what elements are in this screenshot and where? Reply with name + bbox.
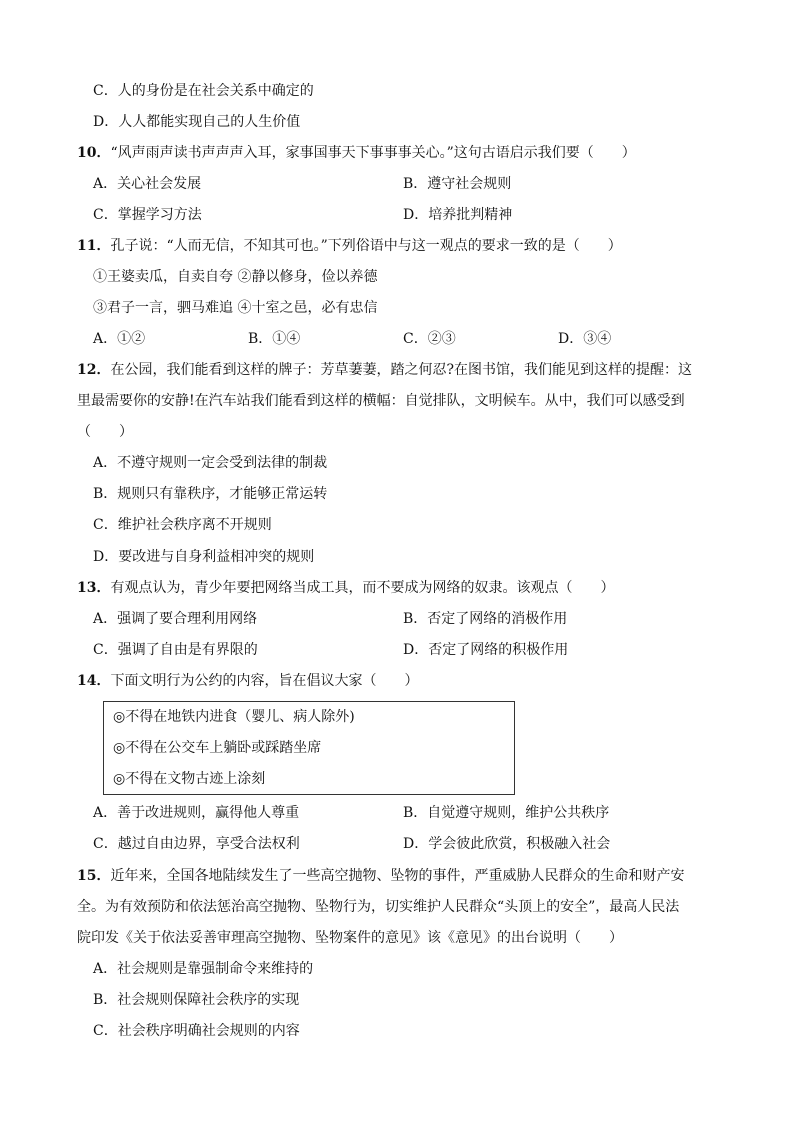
q11-items-line-2: ③君子一言，驷马难追 ④十室之邑，必有忠信 xyxy=(93,300,378,316)
q15-option-c: C．社会秩序明确社会规则的内容 xyxy=(93,1023,300,1039)
q12-stem-line-3: （ ） xyxy=(77,424,133,440)
q14-stem-text: 下面文明行为公约的内容，旨在倡议大家（ ） xyxy=(110,673,419,689)
q11-option-b: B．①④ xyxy=(248,331,301,347)
q14-option-c: C．越过自由边界，享受合法权利 xyxy=(93,836,300,852)
q13-option-b: B．否定了网络的消极作用 xyxy=(403,611,568,627)
q12-option-a: A．不遵守规则一定会受到法律的制裁 xyxy=(93,455,328,471)
q15-stem-line-3: 院印发《关于依法妥善审理高空抛物、坠物案件的意见》该《意见》的出台说明（ ） xyxy=(77,930,623,946)
q14-option-b: B．自觉遵守规则，维护公共秩序 xyxy=(403,805,610,821)
q14-option-a: A．善于改进规则，赢得他人尊重 xyxy=(93,805,300,821)
q15-option-b: B．社会规则保障社会秩序的实现 xyxy=(93,992,300,1008)
q10-option-b: B．遵守社会规则 xyxy=(403,176,512,192)
q10-number: 10． xyxy=(77,145,111,161)
q15-stem-text-1: 近年来，全国各地陆续发生了一些高空抛物、坠物的事件，严重威胁人民群众的生命和财产安 xyxy=(110,868,685,884)
q12-option-d: D．要改进与自身利益相冲突的规则 xyxy=(93,549,315,565)
q12-stem-line-2: 里最需要你的安静!在汽车站我们能看到这样的横幅：自觉排队，文明候车。从中，我们可以感受到 xyxy=(77,393,685,409)
q15-option-a: A．社会规则是靠强制命令来维持的 xyxy=(93,961,314,977)
q13-stem-text: 有观点认为，青少年要把网络当成工具，而不要成为网络的奴隶。该观点（ ） xyxy=(110,580,615,596)
q15-stem-line-2: 全。为有效预防和依法惩治高空抛物、坠物行为，切实维护人民群众“头顶上的安全”，最高人民法 xyxy=(77,899,680,915)
q14-number: 14． xyxy=(77,673,111,689)
q10-option-c: C．掌握学习方法 xyxy=(93,207,202,223)
q11-option-c: C．②③ xyxy=(403,331,456,347)
q12-number: 12． xyxy=(77,362,111,378)
q9-option-d: D．人人都能实现自己的人生价值 xyxy=(93,114,301,130)
q13-stem xyxy=(77,578,614,598)
q9-option-c: C．人的身份是在社会关系中确定的 xyxy=(93,83,314,99)
q12-option-c: C．维护社会秩序离不开规则 xyxy=(93,517,272,533)
q12-option-b: B．规则只有靠秩序，才能够正常运转 xyxy=(93,486,328,502)
q14-option-d: D．学会彼此欣赏，积极融入社会 xyxy=(403,836,611,852)
q11-option-a: A．①② xyxy=(93,331,146,347)
q13-option-d: D．否定了网络的积极作用 xyxy=(403,642,569,658)
q10-option-d: D．培养批判精神 xyxy=(403,207,513,223)
q11-number: 11． xyxy=(77,238,111,254)
q15-number: 15． xyxy=(77,868,111,884)
q12-stem-text-1: 在公园，我们能看到这样的牌子：芳草萋萋，踏之何忍?在图书馆，我们能见到这样的提醒：这 xyxy=(110,362,692,378)
q11-option-d: D．③④ xyxy=(558,331,612,347)
q10-option-a: A．关心社会发展 xyxy=(93,176,202,192)
q13-option-a: A．强调了要合理利用网络 xyxy=(93,611,258,627)
q11-stem xyxy=(77,236,622,256)
q10-stem-text: “风声雨声读书声声声入耳，家事国事天下事事事关心。”这句古语启示我们要（ ） xyxy=(110,145,636,161)
q13-number: 13． xyxy=(77,580,111,596)
q13-option-c: C．强调了自由是有界限的 xyxy=(93,642,258,658)
q11-items-line-1: ①王婆卖瓜，自卖自夸 ②静以修身，俭以养德 xyxy=(93,269,378,285)
q14-box-line-2: ◎不得在公交车上躺卧或踩踏坐席 xyxy=(113,740,322,756)
q11-stem-text: 孔子说：“人而无信，不知其可也。”下列俗语中与这一观点的要求一致的是（ ） xyxy=(110,238,622,254)
q14-box-line-1: ◎不得在地铁内进食（婴儿、病人除外) xyxy=(113,709,355,725)
q14-stem xyxy=(77,671,418,691)
q15-stem-line-1 xyxy=(77,866,684,886)
q10-stem xyxy=(77,143,636,163)
q12-stem-line-1 xyxy=(77,360,692,380)
q14-box-line-3: ◎不得在文物古迹上涂刻 xyxy=(113,771,266,787)
